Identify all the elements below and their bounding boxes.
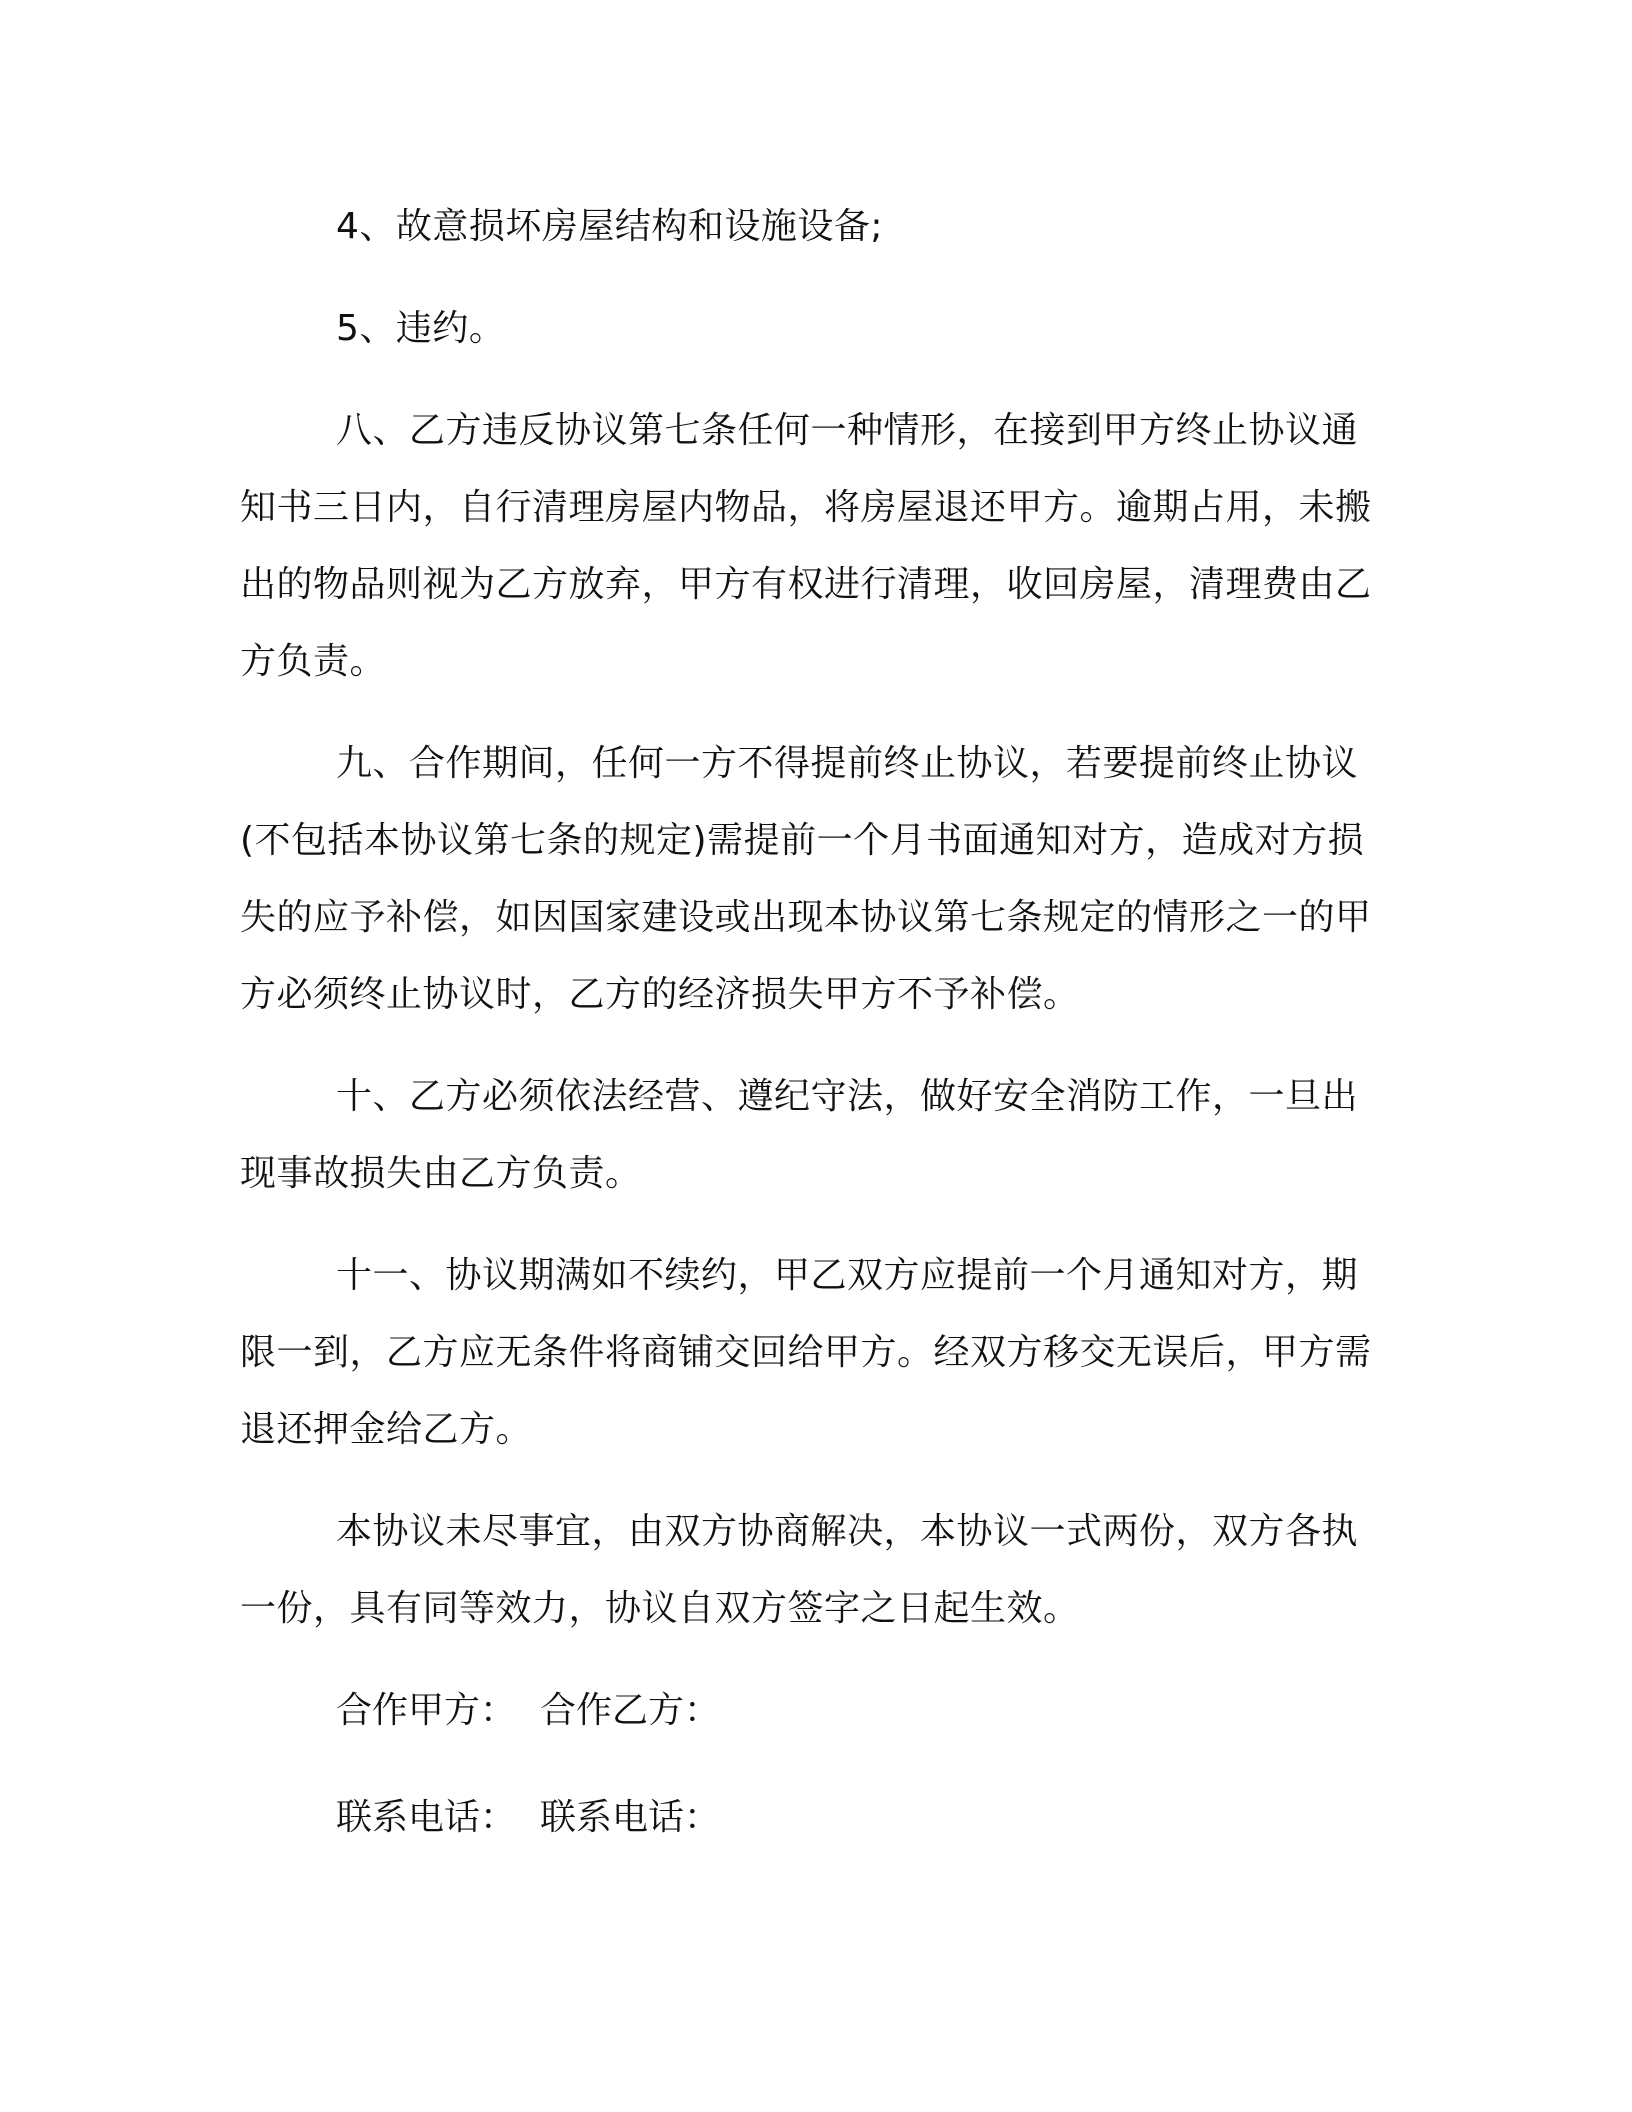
phone-a-label: 联系电话： — [336, 1797, 517, 1838]
clause-7-item-5: 5、违约。 — [336, 308, 506, 349]
signature-parties-line — [240, 1672, 1380, 1749]
phone-b-label: 联系电话： — [540, 1797, 721, 1838]
clause-10: 十、乙方必须依法经营、遵纪守法，做好安全消防工作，一旦出现事故损失由乙方负责。 — [240, 1076, 1359, 1194]
party-a-label: 合作甲方： — [336, 1690, 517, 1731]
party-b-label: 合作乙方： — [540, 1690, 721, 1731]
clause-8: 八、乙方违反协议第七条任何一种情形，在接到甲方终止协议通知书三日内，自行清理房屋内物品，将房屋退还甲方。逾期占用，未搬出的物品则视为乙方放弃，甲方有权进行清理，收回房屋，清理费由乙方负责。 — [240, 410, 1372, 682]
clause-9: 九、合作期间，任何一方不得提前终止协议，若要提前终止协议(不包括本协议第七条的规定)需提前一个月书面通知对方，造成对方损失的应予补偿，如因国家建设或出现本协议第七条规定的情形之一的甲方必须终止协议时，乙方的经济损失甲方不予补偿。 — [240, 743, 1372, 1015]
clause-7-item-4: 4、故意损坏房屋结构和设施设备; — [336, 206, 884, 247]
clause-11: 十一、协议期满如不续约，甲乙双方应提前一个月通知对方，期限一到，乙方应无条件将商铺交回给甲方。经双方移交无误后，甲方需退还押金给乙方。 — [240, 1255, 1372, 1450]
signature-phone-line — [240, 1779, 1380, 1856]
document-body — [240, 188, 1380, 1856]
closing-clause: 本协议未尽事宜，由双方协商解决，本协议一式两份，双方各执一份，具有同等效力，协议自双方签字之日起生效。 — [240, 1511, 1359, 1629]
